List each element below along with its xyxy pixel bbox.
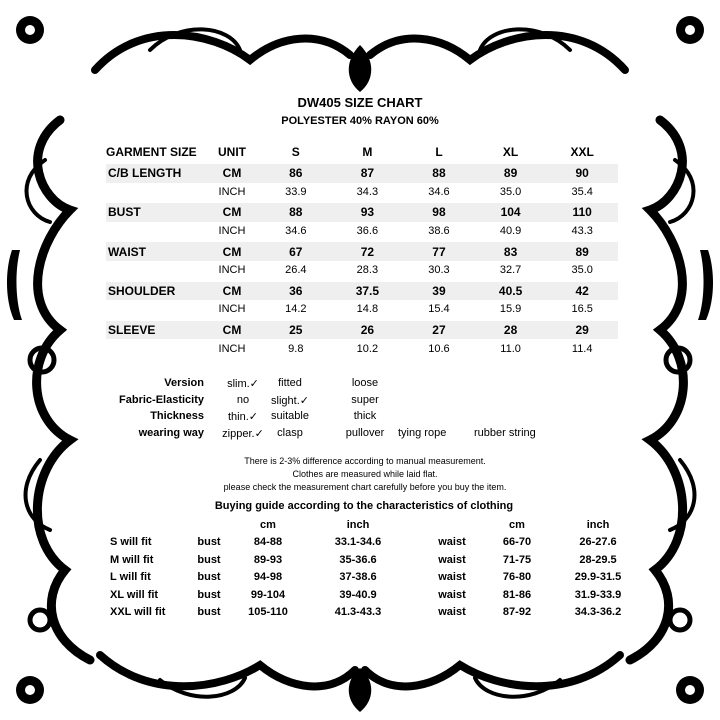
guide-inch: 29.9-31.5	[574, 571, 622, 584]
table-row	[110, 551, 648, 569]
table-row	[106, 222, 618, 241]
guide-part: bust	[197, 588, 221, 601]
guide-cm: 105-110	[248, 606, 288, 619]
guide-header-row	[110, 516, 648, 534]
table-row	[106, 339, 618, 358]
inch-value: 15.4	[428, 303, 450, 316]
unit-cell: CM	[222, 323, 242, 338]
header-cell: L	[435, 145, 443, 159]
guide-cm: 84-88	[253, 536, 283, 549]
inch-value: 10.2	[356, 342, 379, 355]
guide-size: M will fit	[110, 553, 154, 566]
inch-value: 16.5	[571, 303, 593, 316]
guide-cm: 89-93	[253, 553, 283, 566]
unit-cell: INCH	[218, 225, 246, 238]
feature-option: suitable	[271, 410, 309, 422]
guide-size: S will fit	[110, 536, 152, 549]
guide-inch: 35-36.6	[339, 553, 377, 566]
cm-value: 89	[575, 244, 589, 259]
table-row	[106, 261, 618, 280]
guide-part: waist	[438, 606, 466, 619]
guide-header-cell: cm	[509, 518, 525, 531]
guide-header-cell: cm	[260, 518, 276, 531]
note-line: please check the measurement chart carefully before you buy the item.	[223, 482, 507, 492]
unit-cell: INCH	[218, 342, 246, 355]
guide-cm: 94-98	[253, 571, 283, 584]
inch-value: 35.0	[499, 185, 522, 198]
cm-value: 72	[360, 244, 375, 259]
guide-header-cell: inch	[346, 518, 370, 531]
cm-value: 42	[575, 283, 589, 298]
inch-value: 33.9	[285, 185, 307, 198]
guide-inch: 39-40.9	[339, 588, 377, 601]
feature-option: zipper.✓	[222, 427, 264, 440]
guide-cm: 76-80	[502, 571, 532, 584]
guide-part: waist	[438, 571, 466, 584]
guide-part: waist	[438, 536, 466, 549]
guide-part: bust	[197, 606, 221, 619]
table-row	[110, 534, 648, 552]
guide-size: L will fit	[110, 571, 151, 584]
feature-option: slight.✓	[271, 394, 309, 407]
cm-value: 93	[360, 205, 375, 220]
guide-header-cell	[418, 516, 486, 534]
table-row	[106, 321, 618, 340]
inch-value: 9.8	[288, 342, 304, 355]
unit-cell: CM	[222, 283, 242, 298]
table-row	[110, 569, 648, 587]
cm-value: 88	[289, 205, 303, 220]
feature-option: thick	[353, 410, 377, 422]
header-cell: S	[291, 145, 300, 159]
table-row	[106, 183, 618, 202]
guide-inch: 31.9-33.9	[574, 588, 622, 601]
measure-name: SLEEVE	[108, 323, 156, 338]
inch-value: 30.3	[428, 264, 450, 277]
feature-label: Fabric-Elasticity	[119, 393, 204, 406]
inch-value: 32.7	[499, 264, 522, 277]
inch-value: 14.8	[356, 303, 379, 316]
guide-size: XL will fit	[110, 588, 159, 601]
inch-value: 14.2	[285, 303, 307, 316]
note-line: There is 2-3% difference according to manual measurement.	[244, 456, 486, 466]
table-row	[106, 203, 618, 222]
guide-part: bust	[197, 536, 221, 549]
inch-value: 38.6	[428, 225, 450, 238]
measure-name: WAIST	[108, 244, 146, 259]
cm-value: 83	[503, 244, 518, 259]
guide-header-cell: inch	[586, 518, 610, 531]
feature-option: rubber string	[474, 426, 536, 439]
cm-value: 37.5	[355, 283, 380, 298]
unit-cell: CM	[222, 244, 242, 259]
inch-value: 15.9	[499, 303, 522, 316]
size-header-row	[106, 142, 618, 162]
unit-cell: CM	[222, 205, 242, 220]
inch-value: 35.4	[571, 185, 593, 198]
table-row	[106, 164, 618, 183]
note-line: Clothes are measured while laid flat.	[292, 469, 438, 479]
cm-value: 39	[432, 283, 446, 298]
feature-label: Thickness	[150, 410, 204, 422]
measure-name: SHOULDER	[108, 283, 176, 298]
cm-value: 98	[432, 205, 446, 220]
cm-value: 87	[360, 166, 375, 181]
unit-cell: CM	[222, 166, 242, 181]
measure-name: BUST	[108, 205, 141, 220]
unit-cell: INCH	[218, 185, 246, 198]
table-row	[110, 586, 648, 604]
feature-option: loose	[351, 377, 379, 389]
table-row	[106, 300, 618, 319]
guide-inch: 26-27.6	[579, 536, 617, 549]
guide-inch: 34.3-36.2	[574, 606, 622, 619]
inch-value: 36.6	[356, 225, 379, 238]
guide-inch: 41.3-43.3	[334, 606, 382, 619]
guide-part: waist	[438, 588, 466, 601]
feature-label: wearing way	[138, 426, 204, 439]
empty-cell	[106, 300, 204, 319]
table-row	[110, 604, 648, 622]
cm-value: 77	[432, 244, 446, 259]
header-cell: XXL	[570, 145, 594, 159]
chart-title: DW405 SIZE CHART	[297, 95, 423, 110]
guide-inch: 28-29.5	[579, 553, 617, 566]
cm-value: 88	[432, 166, 446, 181]
empty-cell	[106, 183, 204, 202]
inch-value: 43.3	[571, 225, 593, 238]
guide-header-cell	[180, 516, 238, 534]
feature-option: no	[236, 393, 250, 406]
cm-value: 90	[575, 166, 589, 181]
empty-cell	[106, 339, 204, 358]
guide-cm: 87-92	[502, 606, 532, 619]
buying-guide-table	[110, 516, 648, 621]
feature-option: thin.✓	[227, 411, 258, 423]
guide-part: waist	[438, 553, 466, 566]
cm-value: 26	[360, 323, 375, 338]
cm-value: 104	[500, 205, 521, 220]
inch-value: 35.0	[571, 264, 593, 277]
feature-option: pullover	[345, 426, 385, 439]
header-cell: M	[362, 145, 373, 159]
measure-name: C/B LENGTH	[108, 166, 182, 181]
empty-cell	[106, 261, 204, 280]
guide-cm: 71-75	[502, 553, 532, 566]
feature-label: Version	[164, 377, 204, 389]
inch-value: 10.6	[428, 342, 450, 355]
feature-option: fitted	[278, 377, 302, 389]
cm-value: 89	[503, 166, 518, 181]
size-table	[106, 142, 618, 358]
guide-part: bust	[197, 553, 221, 566]
inch-value: 34.6	[428, 185, 450, 198]
inch-value: 34.6	[285, 225, 307, 238]
inch-value: 34.3	[356, 185, 379, 198]
header-cell: GARMENT SIZE	[106, 145, 197, 159]
inch-value: 40.9	[499, 225, 522, 238]
guide-cm: 99-104	[250, 588, 286, 601]
guide-cm: 81-86	[502, 588, 532, 601]
guide-size: XXL will fit	[110, 606, 166, 619]
cm-value: 28	[503, 323, 518, 338]
cm-value: 67	[289, 244, 303, 259]
cm-value: 36	[289, 283, 303, 298]
cm-value: 86	[289, 166, 303, 181]
cm-value: 110	[572, 205, 592, 220]
guide-header-cell	[110, 516, 180, 534]
header-cell: XL	[502, 145, 519, 159]
inch-value: 26.4	[285, 264, 307, 277]
empty-cell	[106, 222, 204, 241]
feature-option: super	[351, 393, 379, 406]
feature-option: slim.✓	[227, 378, 259, 390]
table-row	[106, 282, 618, 301]
guide-cm: 66-70	[502, 536, 532, 549]
cm-value: 29	[575, 323, 589, 338]
cm-value: 40.5	[498, 283, 523, 298]
cm-value: 27	[432, 323, 446, 338]
guide-part: bust	[197, 571, 221, 584]
cm-value: 25	[289, 323, 303, 338]
unit-cell: INCH	[218, 264, 246, 277]
inch-value: 28.3	[356, 264, 379, 277]
feature-option: clasp	[277, 426, 303, 439]
inch-value: 11.0	[500, 342, 521, 355]
inch-value: 11.4	[571, 342, 593, 355]
header-cell: UNIT	[218, 145, 246, 159]
guide-inch: 33.1-34.6	[334, 536, 382, 549]
material-subtitle: POLYESTER 40% RAYON 60%	[281, 115, 439, 127]
buying-guide-title: Buying guide according to the characteristics of clothing	[214, 500, 514, 512]
guide-inch: 37-38.6	[339, 571, 377, 584]
feature-option: tying rope	[398, 426, 447, 439]
table-row	[106, 242, 618, 261]
unit-cell: INCH	[218, 303, 246, 316]
